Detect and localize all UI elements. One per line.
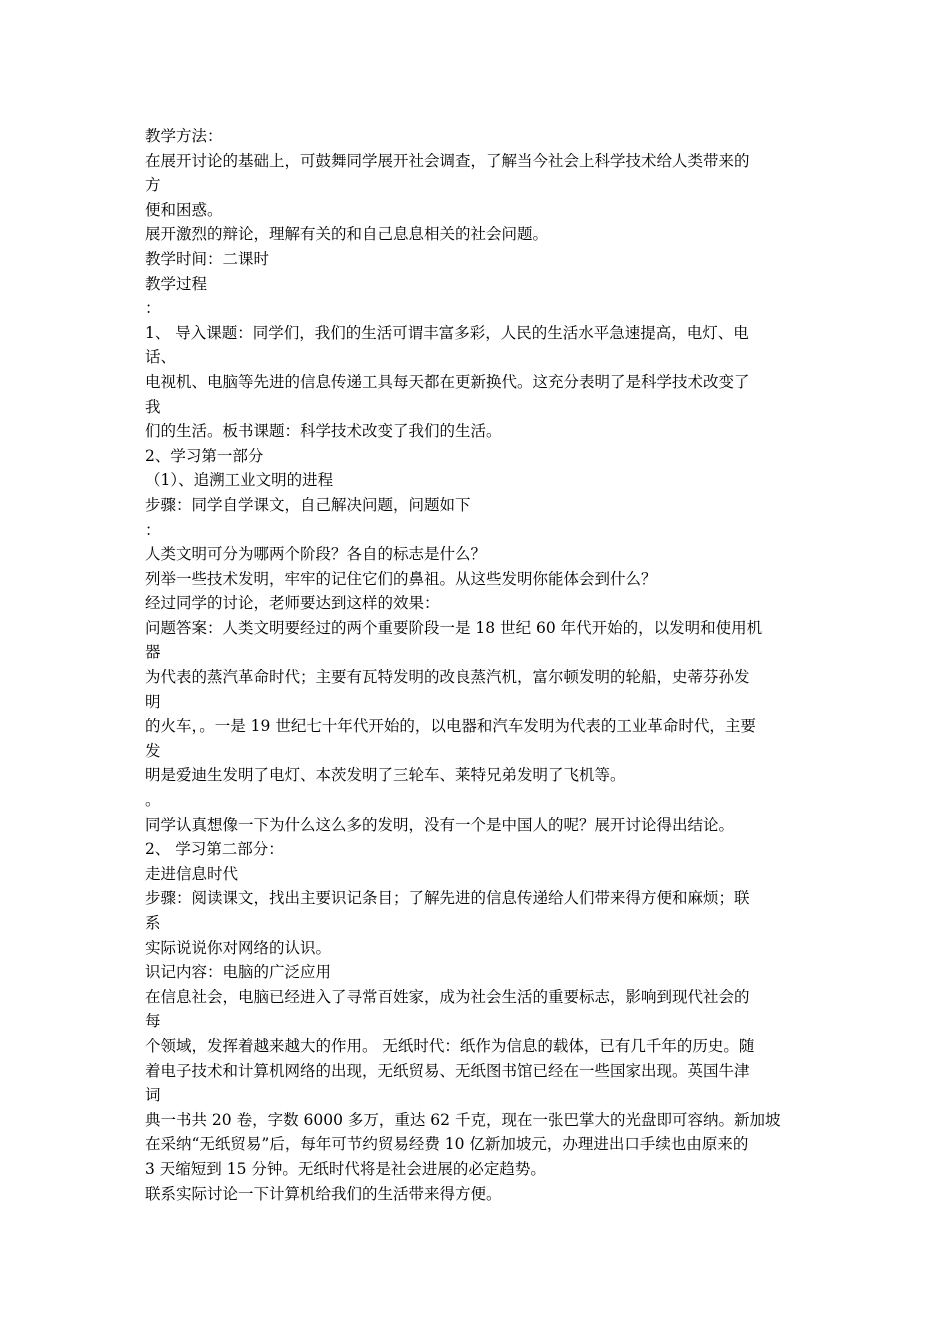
text-line: 在信息社会，电脑已经进入了寻常百姓家，成为社会生活的重要标志，影响到现代社会的 [145, 987, 750, 1006]
text-line: 2、 学习第二部分： [145, 840, 284, 859]
text-line: 发 [145, 741, 161, 760]
text-line: 器 [145, 643, 161, 662]
text-line: 们的生活。板书课题：科学技术改变了我们的生活。 [145, 422, 502, 441]
text-line: 经过同学的讨论，老师要达到这样的效果： [145, 594, 440, 613]
text-line: 走进信息时代 [145, 864, 239, 883]
text-line: 3 天缩短到 15 分钟。无纸时代将是社会进展的必定趋势。 [145, 1159, 546, 1178]
text-line: 的火车，。一是 19 世纪七十年代开始的，以电器和汽车发明为代表的工业革命时代，主要 [145, 717, 756, 736]
text-line: ： [145, 299, 161, 318]
text-line: （1）、追溯工业文明的进程 [145, 471, 334, 490]
document-page [145, 124, 815, 1206]
text-line: 步骤：阅读课文，找出主要识记条目；了解先进的信息传递给人们带来得方便和麻烦；联 [145, 889, 750, 908]
text-line: 教学时间：二课时 [145, 249, 270, 268]
text-line: 教学方法： [145, 127, 223, 145]
text-line: 电视机、电脑等先进的信息传递工具每天都在更新换代。这充分表明了是科学技术改变了 [145, 372, 750, 391]
text-line: 词 [145, 1086, 161, 1105]
text-line: 人类文明可分为哪两个阶段？各自的标志是什么？ [145, 545, 487, 564]
text-line: 为代表的蒸汽革命时代；主要有瓦特发明的改良蒸汽机，富尔顿发明的轮船，史蒂芬孙发 [145, 668, 750, 687]
text-line: 明 [145, 692, 161, 711]
text-line: 展开激烈的辩论，理解有关的和自己息息相关的社会问题。 [145, 225, 549, 244]
text-line: 明是爱迪生发明了电灯、本茨发明了三轮车、莱特兄弟发明了飞机等。 [145, 766, 626, 785]
text-line: 问题答案：人类文明要经过的两个重要阶段一是 18 世纪 60 年代开始的，以发明和使用机 [145, 618, 763, 637]
text-line: 每 [145, 1012, 161, 1031]
text-line: 话、 [145, 348, 177, 367]
text-line: 系 [145, 914, 161, 932]
text-line: 典一书共 20 卷，字数 6000 多万，重达 62 千克，现在一张巴掌大的光盘即可容纳。新加坡 [145, 1110, 781, 1129]
text-line: 在采纳“无纸贸易”后，每年可节约贸易经费 10 亿新加坡元，办理进出口手续也由原来的 [145, 1135, 749, 1154]
text-line: 同学认真想像一下为什么这么多的发明，没有一个是中国人的呢？展开讨论得出结论。 [145, 815, 735, 834]
text-line: ： [145, 520, 161, 539]
text-line: 教学过程 [145, 274, 208, 293]
text-line: 列举一些技术发明，牢牢的记住它们的鼻祖。从这些发明你能体会到什么？ [145, 569, 657, 588]
text-line: 我 [145, 397, 161, 416]
text-line: 联系实际讨论一下计算机给我们的生活带来得方便。 [145, 1184, 502, 1203]
text-line: 便和困惑。 [145, 200, 223, 219]
text-line: 识记内容：电脑的广泛应用 [145, 963, 332, 982]
text-line: 在展开讨论的基础上，可鼓舞同学展开社会调查，了解当今社会上科学技术给人类带来的 [145, 151, 750, 170]
text-line: 。 [145, 791, 161, 810]
text-line: 实际说说你对网络的认识。 [145, 938, 332, 957]
text-line: 着电子技术和计算机网络的出现，无纸贸易、无纸图书馆已经在一些国家出现。英国牛津 [145, 1061, 750, 1080]
text-line: 步骤：同学自学课文，自己解决问题，问题如下 [145, 495, 471, 514]
text-line: 个领域，发挥着越来越大的作用。 无纸时代：纸作为信息的载体，已有几千年的历史。随 [145, 1036, 755, 1055]
text-line: 方 [145, 176, 161, 195]
text-line: 2、学习第一部分 [145, 446, 264, 465]
text-line: 1、 导入课题：同学们，我们的生活可谓丰富多彩，人民的生活水平急速提高，电灯、电 [145, 323, 749, 342]
